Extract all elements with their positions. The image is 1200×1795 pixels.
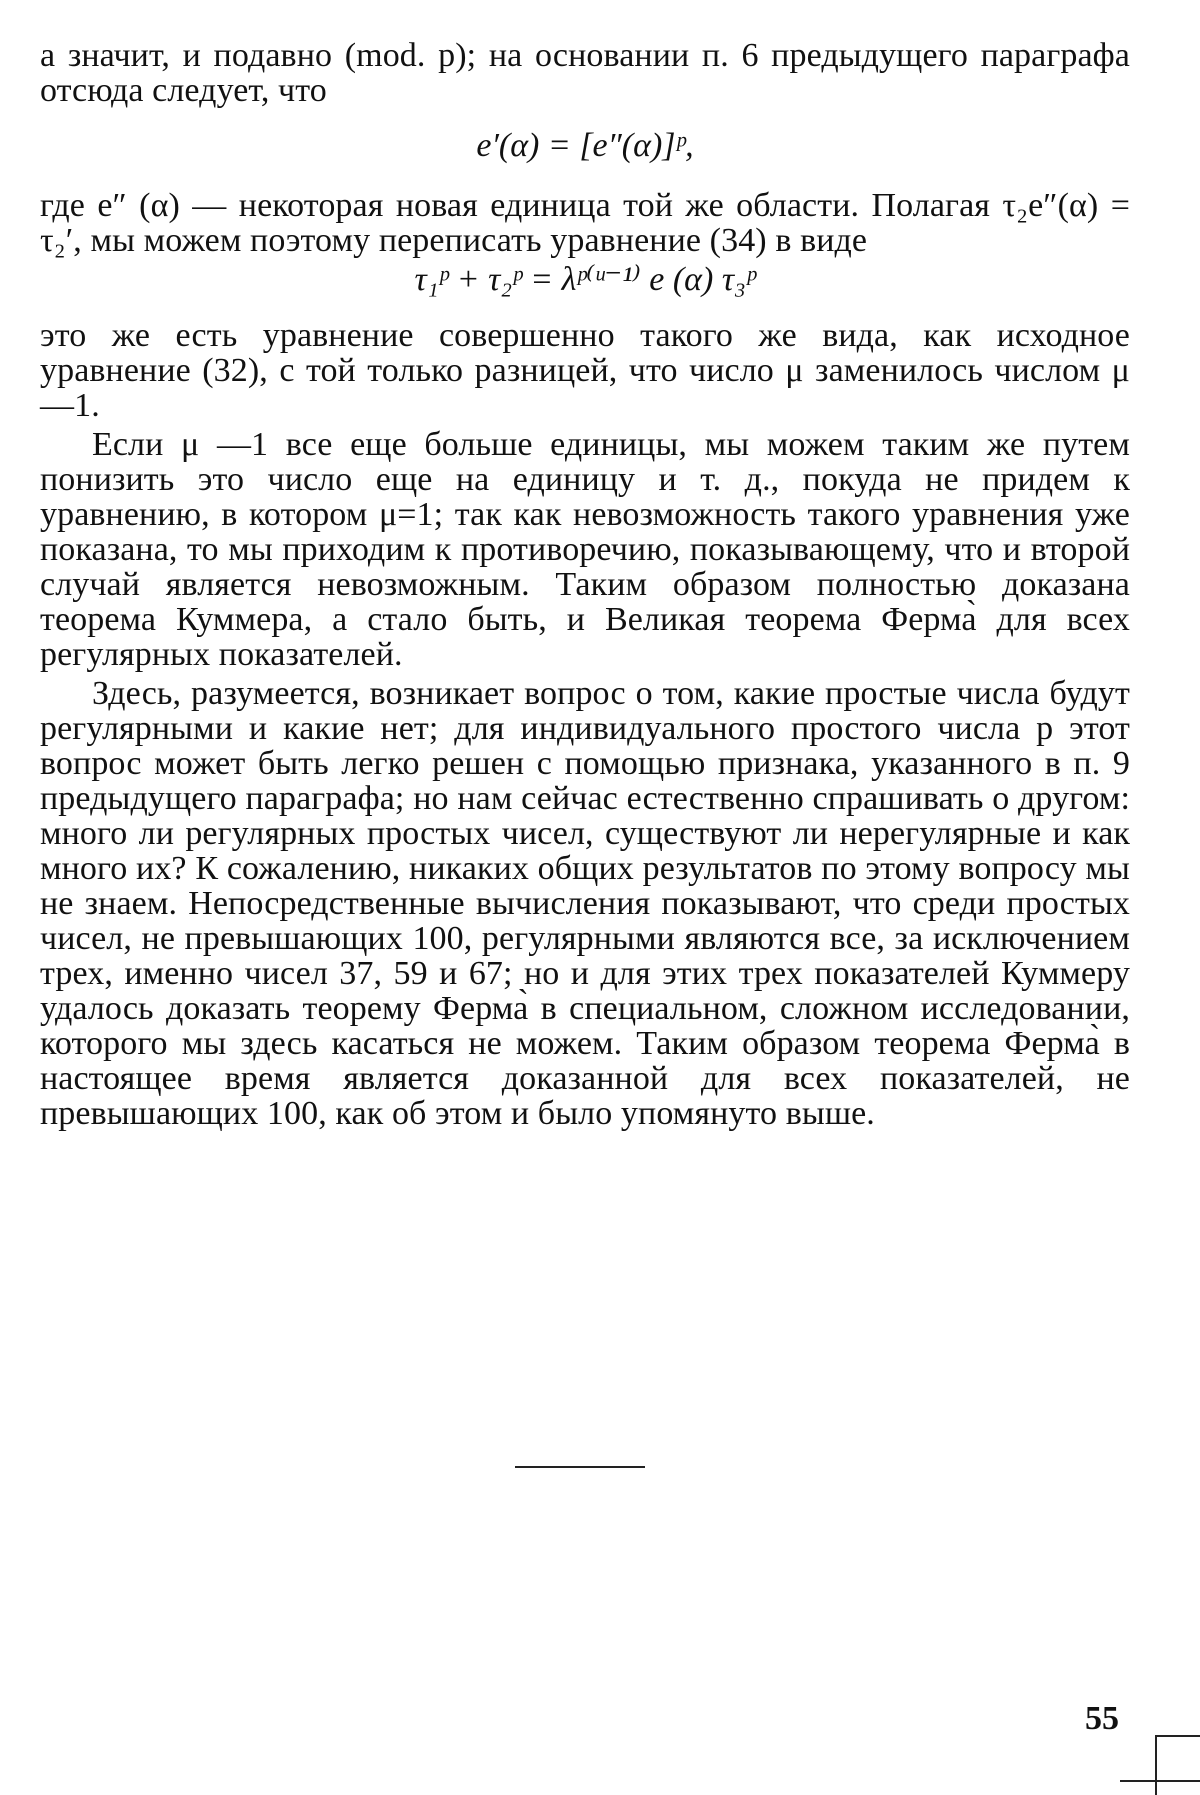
paragraph-3: это же есть уравнение совершенно такого же вида, как исходное уравнение (32), с той только разницей, что число μ заменилось числом μ—1. [40, 317, 1130, 424]
scan-edge-mark [1120, 1780, 1200, 1782]
paragraph-2: где e″ (α) — некоторая новая единица той же области. Полагая τ₂e″(α) = τ₂′, мы можем поэтому переписать уравнение (34) в виде [40, 187, 1130, 259]
paragraph-1: а значит, и подавно (mod. p); на основании п. 6 предыдущего параграфа отсюда следует, что [40, 37, 1130, 109]
paragraph-4: Если μ —1 все еще больше единицы, мы можем таким же путем понизить это число еще на единицу и т. д., покуда не придем к уравнению, в котором μ=1; так как невозможность такого уравнения уже показана, то мы приходим к противоречию, показывающему, что и второй случай является невозможным. Таким образом полностью доказана теорема Куммера, а стало быть, и Великая теорема Ферма̀ для всех регулярных показателей. [40, 426, 1130, 673]
formula-unit-equation: e′(α) = [e″(α)]ᵖ, [476, 127, 694, 164]
page-body [40, 38, 1130, 1131]
page-number: 55 [1085, 1700, 1119, 1737]
paragraph-5: Здесь, разумеется, возникает вопрос о том, какие простые числа будут регулярными и какие нет; для индивидуального простого числа p этот вопрос может быть легко решен с помощью признака, указанного в п. 9 предыдущего параграфа; но нам сейчас естественно спрашивать о другом: много ли регулярных простых чисел, существуют ли нерегулярные и как много их? К сожалению, никаких общих результатов по этому вопросу мы не знаем. Непосредственные вычисления показывают, что среди простых чисел, не превышающих 100, регулярными являются все, за исключением трех, именно чисел 37, 59 и 67; но и для этих трех показателей Куммеру удалось доказать теорему Ферма̀ в специальном, сложном исследовании, которого мы здесь касаться не можем. Таким образом теорема Ферма̀ в настоящее время является доказанной для всех показателей, не превышающих 100, как об этом и было упомянуто выше. [40, 675, 1130, 1132]
formula-rewritten-equation: τ₁ᵖ + τ₂ᵖ = λᵖ⁽ᵘ⁻¹⁾ e (α) τ₃ᵖ [414, 261, 756, 298]
section-end-rule [515, 1466, 645, 1468]
scan-corner-mark [1155, 1735, 1200, 1795]
